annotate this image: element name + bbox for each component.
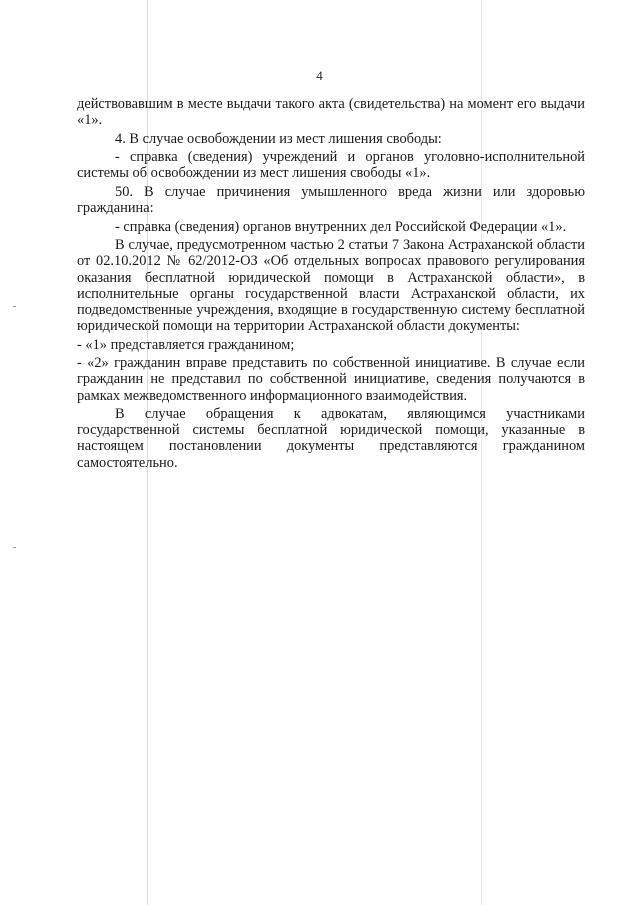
document-body (77, 96, 585, 473)
scan-mark (13, 306, 16, 307)
paragraph-item-50: 50. В случае причинения умышленного вреда жизни или здоровью гражданина: (77, 183, 585, 217)
paragraph-continuation: действовавшим в месте выдачи такого акта (свидетельства) на момент его выдачи «1». (77, 96, 585, 129)
paragraph-advocates: В случае обращения к адвокатам, являющимся участниками государственной системы бесплатной юридической помощи, указанные в настоящем постановлении документы представляются гражданином самостоятельно. (77, 406, 585, 471)
paragraph-list-item: - «2» гражданин вправе представить по собственной инициативе. В случае если гражданин не представил по собственной инициативе, сведения получаются в рамках межведомственного информационного взаимодействия. (77, 355, 585, 404)
paragraph-item-4: 4. В случае освобождении из мест лишения свободы: (115, 130, 442, 147)
page-number: 4 (316, 68, 323, 83)
scan-mark (13, 547, 16, 548)
paragraph-list-item: - «1» представляется гражданином; (77, 336, 295, 353)
paragraph-list-item: - справка (сведения) учреждений и органов уголовно-исполнительной системы об освобождении из мест лишения свободы «1». (77, 149, 585, 182)
paragraph-law-reference: В случае, предусмотренном частью 2 статьи 7 Закона Астраханской области от 02.10.2012 № 62/2012-ОЗ «Об отдельных вопросах правового регулирования оказания бесплатной юридической помощи в Астраханской области», в исполнительные органы государственной власти Астраханской области, их подведомственные учреждения, входящие в государственную систему бесплатной юридической помощи на территории Астраханской области документы: (77, 237, 585, 335)
paragraph-list-item: - справка (сведения) органов внутренних дел Российской Федерации «1». (115, 218, 567, 235)
